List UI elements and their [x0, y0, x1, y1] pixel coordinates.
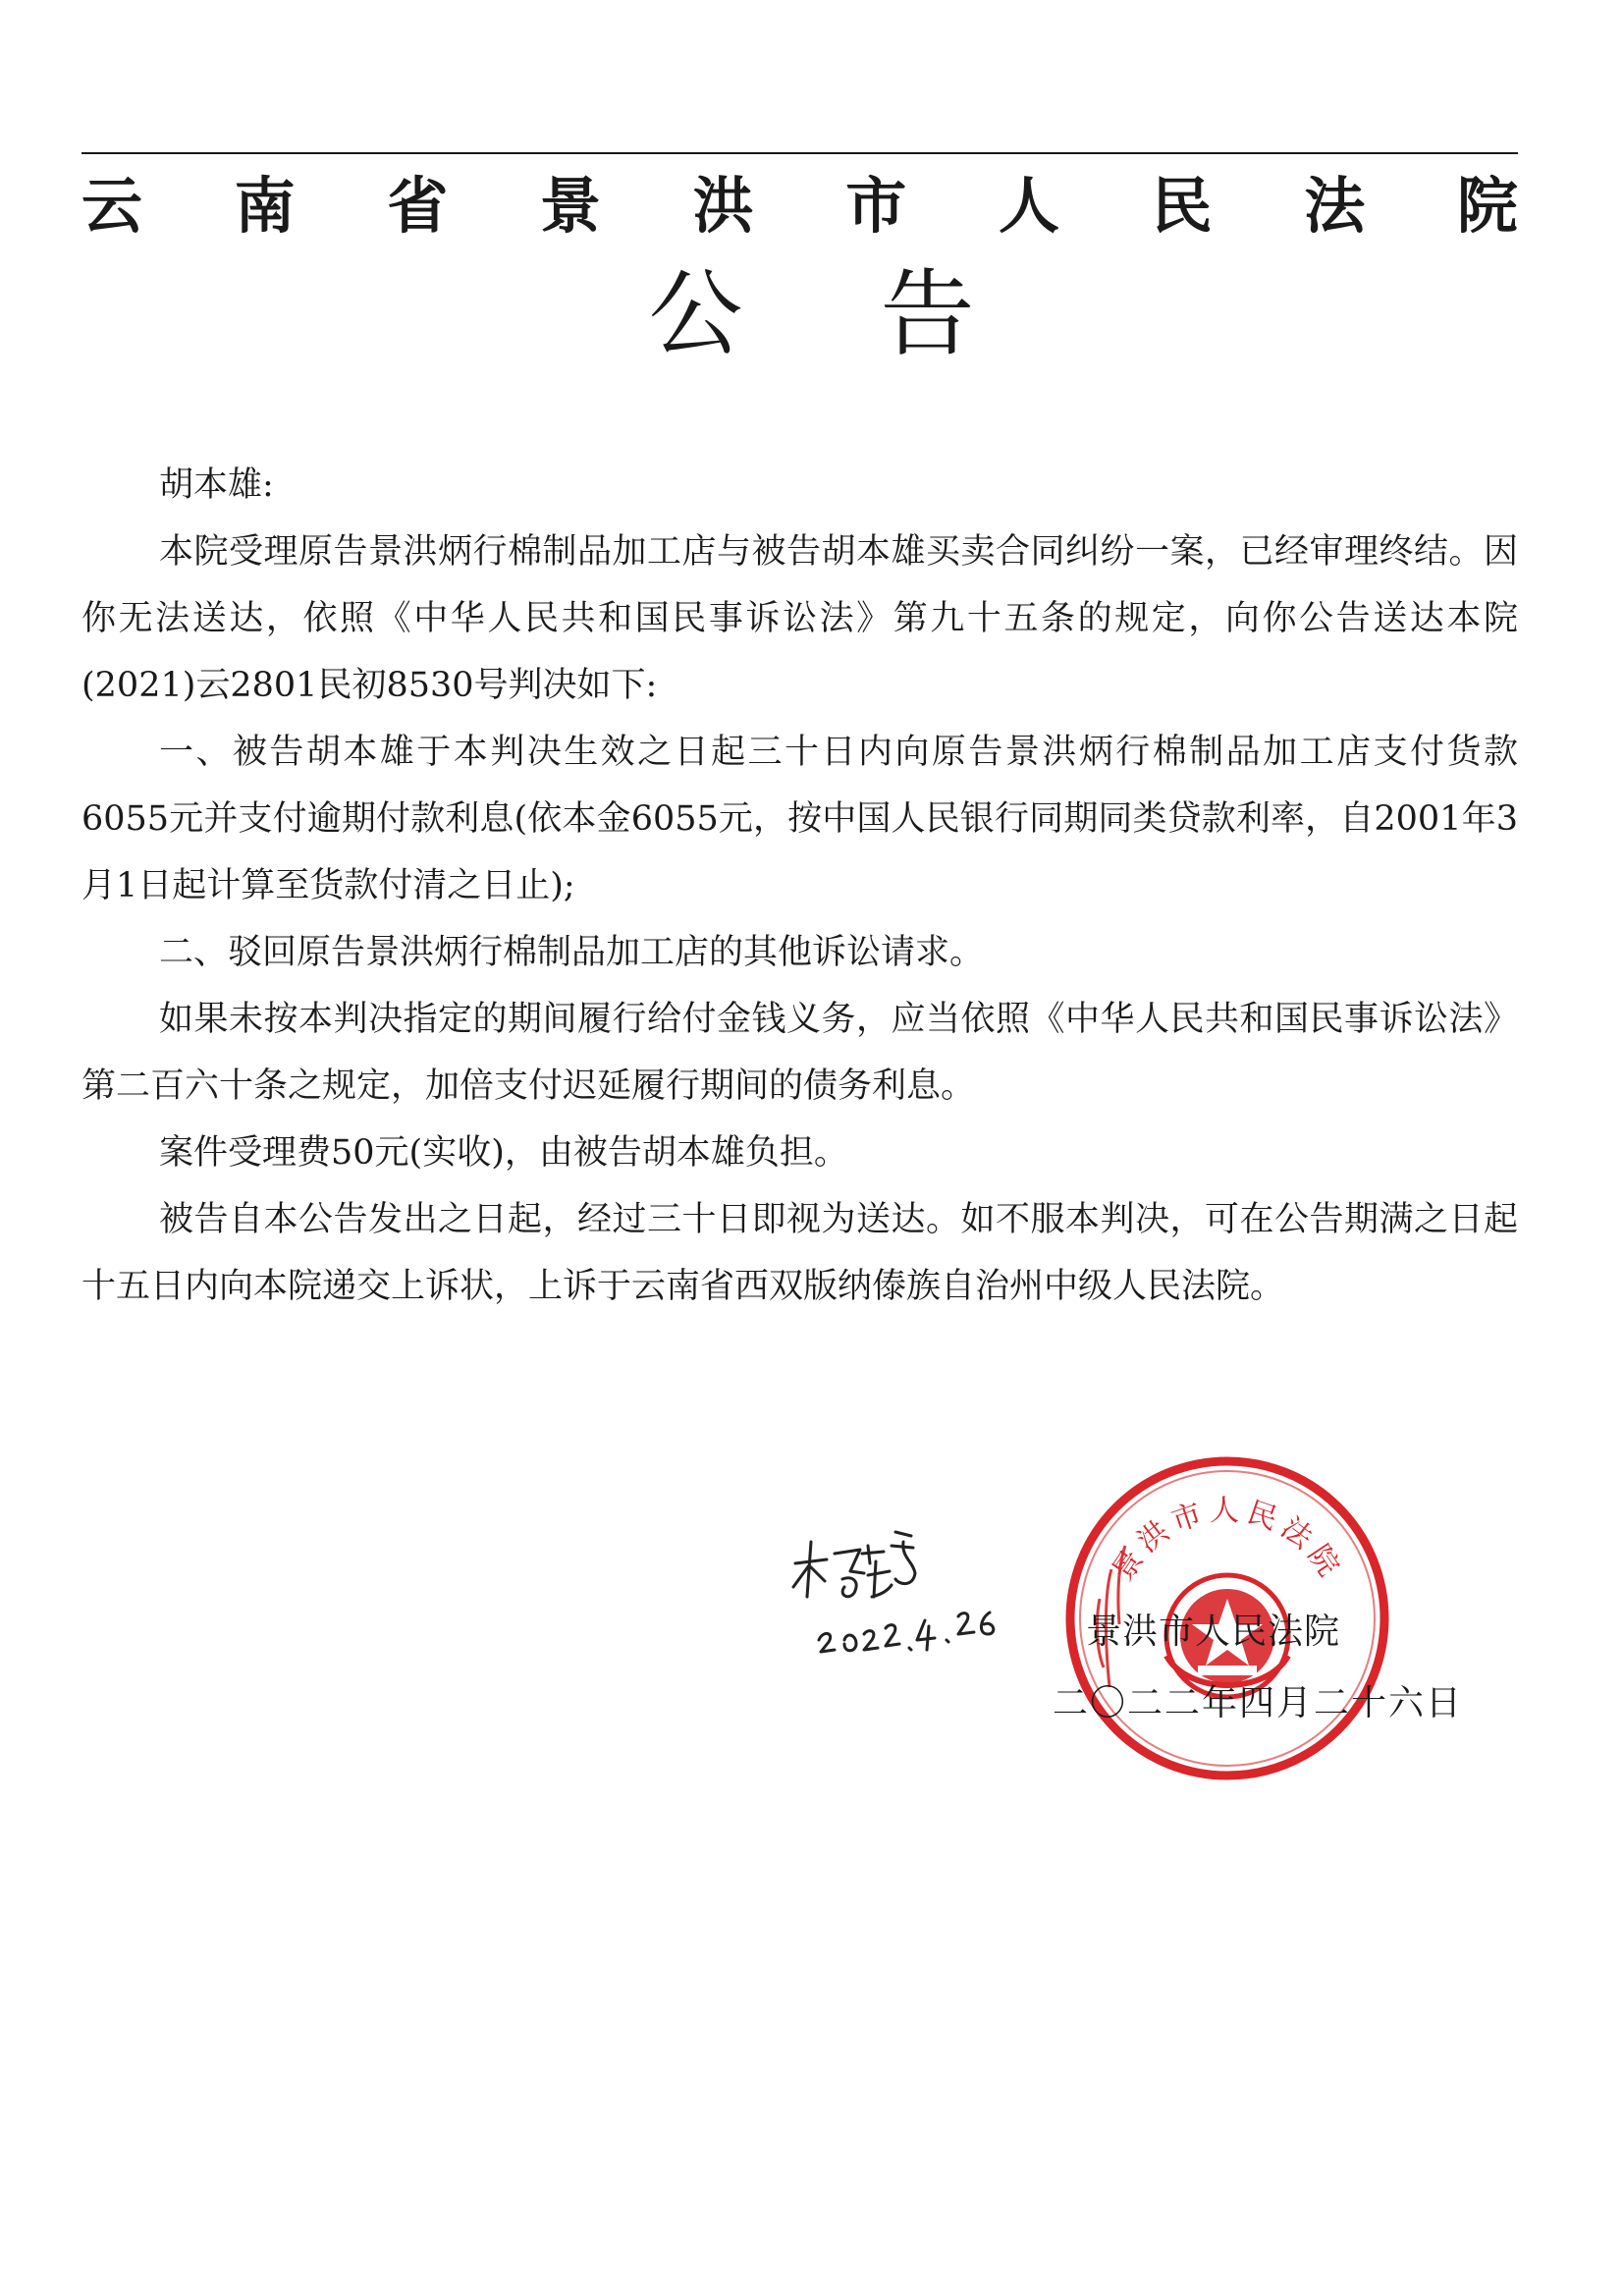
court-name-char: 洪 [692, 170, 754, 242]
body-paragraph: 如果未按本判决指定的期间履行给付金钱义务，应当依照《中华人民共和国民事诉讼法》第二百六十条之规定，加倍支付迟延履行期间的债务利息。 [81, 1000, 1518, 1106]
court-name-char: 省 [387, 170, 449, 242]
issue-date: 二〇二二年四月二十六日 [1053, 1683, 1464, 1723]
document-title: 公告 [648, 259, 1112, 369]
notice-body [81, 452, 1518, 1320]
seal-text: 景洪市人民法院 [1106, 1494, 1349, 1588]
court-name-char: 人 [998, 170, 1059, 242]
body-paragraph: 被告自本公告发出之日起，经过三十日即视为送达。如不服本判决，可在公告期满之日起十五日内向本院递交上诉状，上诉于云南省西双版纳傣族自治州中级人民法院。 [81, 1200, 1518, 1306]
issuing-court: 景洪市人民法院 [1086, 1612, 1341, 1652]
judgment-item-1: 一、被告胡本雄于本判决生效之日起三十日内向原告景洪炳行棉制品加工店支付货款6055元并支付逾期付款利息(依本金6055元，按中国人民银行同期同类贷款利率，自2001年3月1日起计算至货款付清之日止); [81, 733, 1518, 905]
body-paragraph: 案件受理费50元(实收)，由被告胡本雄负担。 [159, 1133, 848, 1173]
court-name-char: 南 [234, 170, 296, 242]
court-name-char: 院 [1456, 170, 1518, 242]
handwritten-signature [766, 1503, 1021, 1669]
body-paragraph: 本院受理原告景洪炳行棉制品加工店与被告胡本雄买卖合同纠纷一案，已经审理终结。因你无法送达，依照《中华人民共和国民事诉讼法》第九十五条的规定，向你公告送达本院(2021)云2801民初8530号判决如下: [81, 532, 1518, 705]
court-name-char: 民 [1151, 170, 1213, 242]
judgment-item-2: 二、驳回原告景洪炳行棉制品加工店的其他诉讼请求。 [159, 933, 985, 972]
court-name-char: 市 [845, 170, 907, 242]
court-name-char: 景 [539, 170, 601, 242]
court-name-char: 法 [1304, 170, 1366, 242]
addressee: 胡本雄: [159, 465, 274, 505]
court-name-char: 云 [81, 170, 143, 242]
court-name-header [81, 162, 1518, 250]
header-rule [81, 152, 1518, 154]
